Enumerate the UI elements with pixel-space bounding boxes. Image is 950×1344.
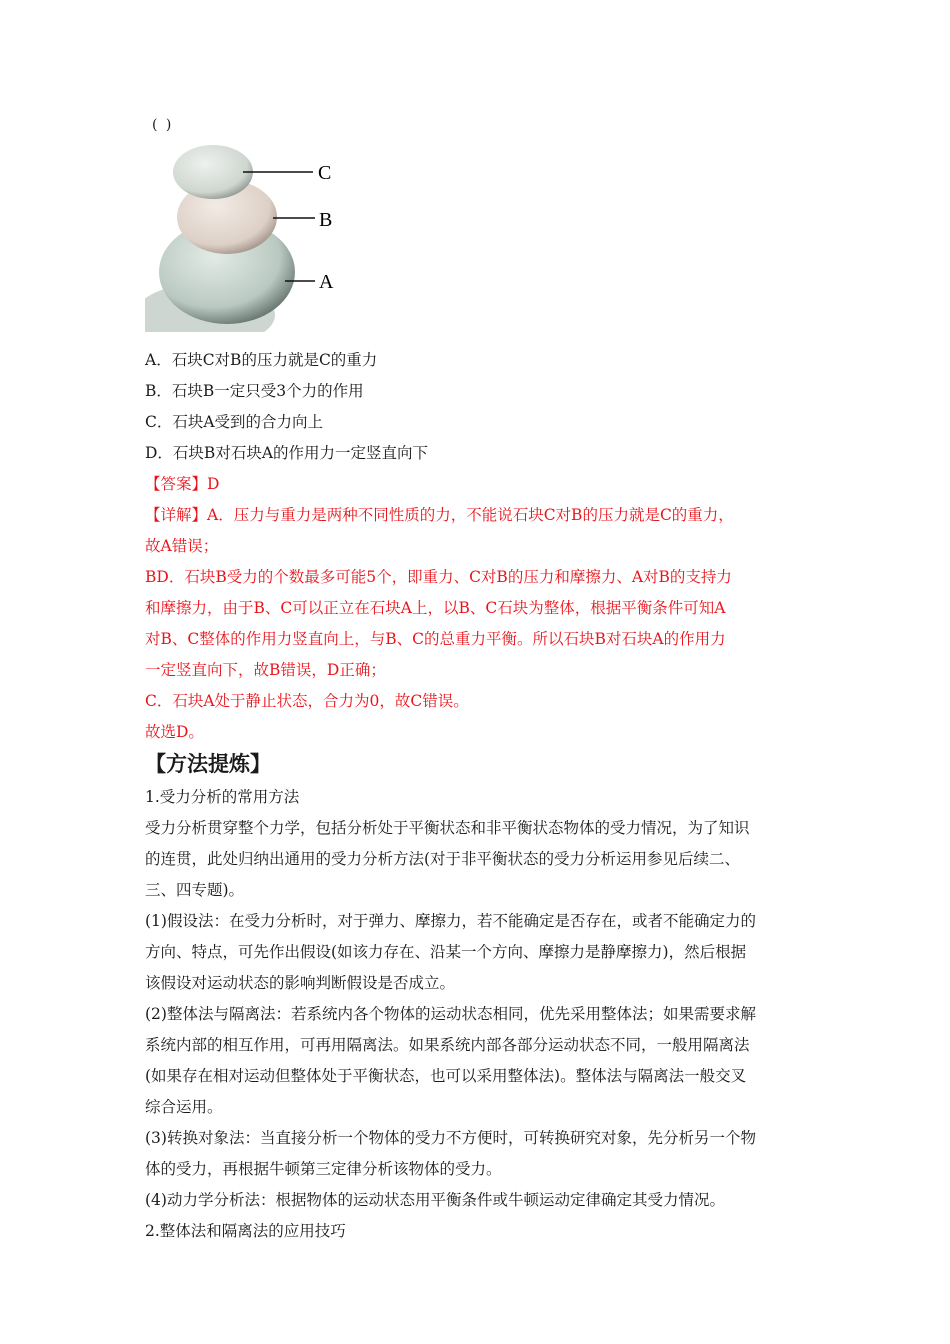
method-line: 系统内部的相互作用，可再用隔离法。如果系统内部各部分运动状态不同，一般用隔离法 xyxy=(145,1036,750,1054)
option-a: A．石块C对B的压力就是C的重力 xyxy=(145,351,378,369)
answer-line: 【答案】D xyxy=(145,475,220,493)
detail-line: 和摩擦力，由于B、C可以正立在石块A上，以B、C石块为整体，根据平衡条件可知A xyxy=(145,599,726,617)
label-c: C xyxy=(318,162,332,184)
detail-line: 一定竖直向下，故B错误，D正确； xyxy=(145,661,386,679)
method-heading: 【方法提炼】 xyxy=(145,752,271,776)
method-line: (4)动力学分析法：根据物体的运动状态用平衡条件或牛顿运动定律确定其受力情况。 xyxy=(145,1191,725,1209)
method-line: (2)整体法与隔离法：若系统内各个物体的运动状态相同，优先采用整体法；如果需要求解 xyxy=(145,1005,756,1023)
method-line: (如果存在相对运动但整体处于平衡状态，也可以采用整体法)。整体法与隔离法一般交叉 xyxy=(145,1067,747,1085)
label-b: B xyxy=(319,209,333,231)
method-line: 的连贯，此处归纳出通用的受力分析方法(对于非平衡状态的受力分析运用参见后续二、 xyxy=(145,850,741,868)
label-a: A xyxy=(319,271,334,293)
detail-line: C．石块A处于静止状态，合力为0，故C错误。 xyxy=(145,692,469,710)
method-line: 受力分析贯穿整个力学，包括分析处于平衡状态和非平衡状态物体的受力情况，为了知识 xyxy=(145,819,750,837)
detail-line: 对B、C整体的作用力竖直向上，与B、C的总重力平衡。所以石块B对石块A的作用力 xyxy=(145,630,726,648)
method-line: 体的受力，再根据牛顿第三定律分析该物体的受力。 xyxy=(145,1160,502,1178)
stones-illustration xyxy=(145,140,345,332)
option-b: B．石块B一定只受3个力的作用 xyxy=(145,382,364,400)
method-line: (3)转换对象法：当直接分析一个物体的受力不方便时，可转换研究对象，先分析另一个物 xyxy=(145,1129,756,1147)
detail-line: BD．石块B受力的个数最多可能5个，即重力、C对B的压力和摩擦力、A对B的支持力 xyxy=(145,568,732,586)
answer-paren: ( ) xyxy=(152,117,174,133)
method-line: 三、四专题)。 xyxy=(145,881,245,899)
detail-line: 故选D。 xyxy=(145,723,204,741)
method-line: 2.整体法和隔离法的应用技巧 xyxy=(145,1222,346,1240)
method-line: (1)假设法：在受力分析时，对于弹力、摩擦力，若不能确定是否存在，或者不能确定力的 xyxy=(145,912,756,930)
method-line: 1.受力分析的常用方法 xyxy=(145,788,300,806)
method-line: 方向、特点，可先作出假设(如该力存在、沿某一个方向、摩擦力是静摩擦力)，然后根据 xyxy=(145,943,747,961)
stones-figure xyxy=(145,140,345,332)
option-c: C．石块A受到的合力向上 xyxy=(145,413,324,431)
detail-line: 【详解】A．压力与重力是两种不同性质的力，不能说石块C对B的压力就是C的重力， xyxy=(145,506,734,524)
detail-line: 故A错误； xyxy=(145,537,219,555)
stone-c xyxy=(173,145,253,199)
option-d: D．石块B对石块A的作用力一定竖直向下 xyxy=(145,444,429,462)
method-line: 综合运用。 xyxy=(145,1098,223,1116)
method-line: 该假设对运动状态的影响判断假设是否成立。 xyxy=(145,974,456,992)
